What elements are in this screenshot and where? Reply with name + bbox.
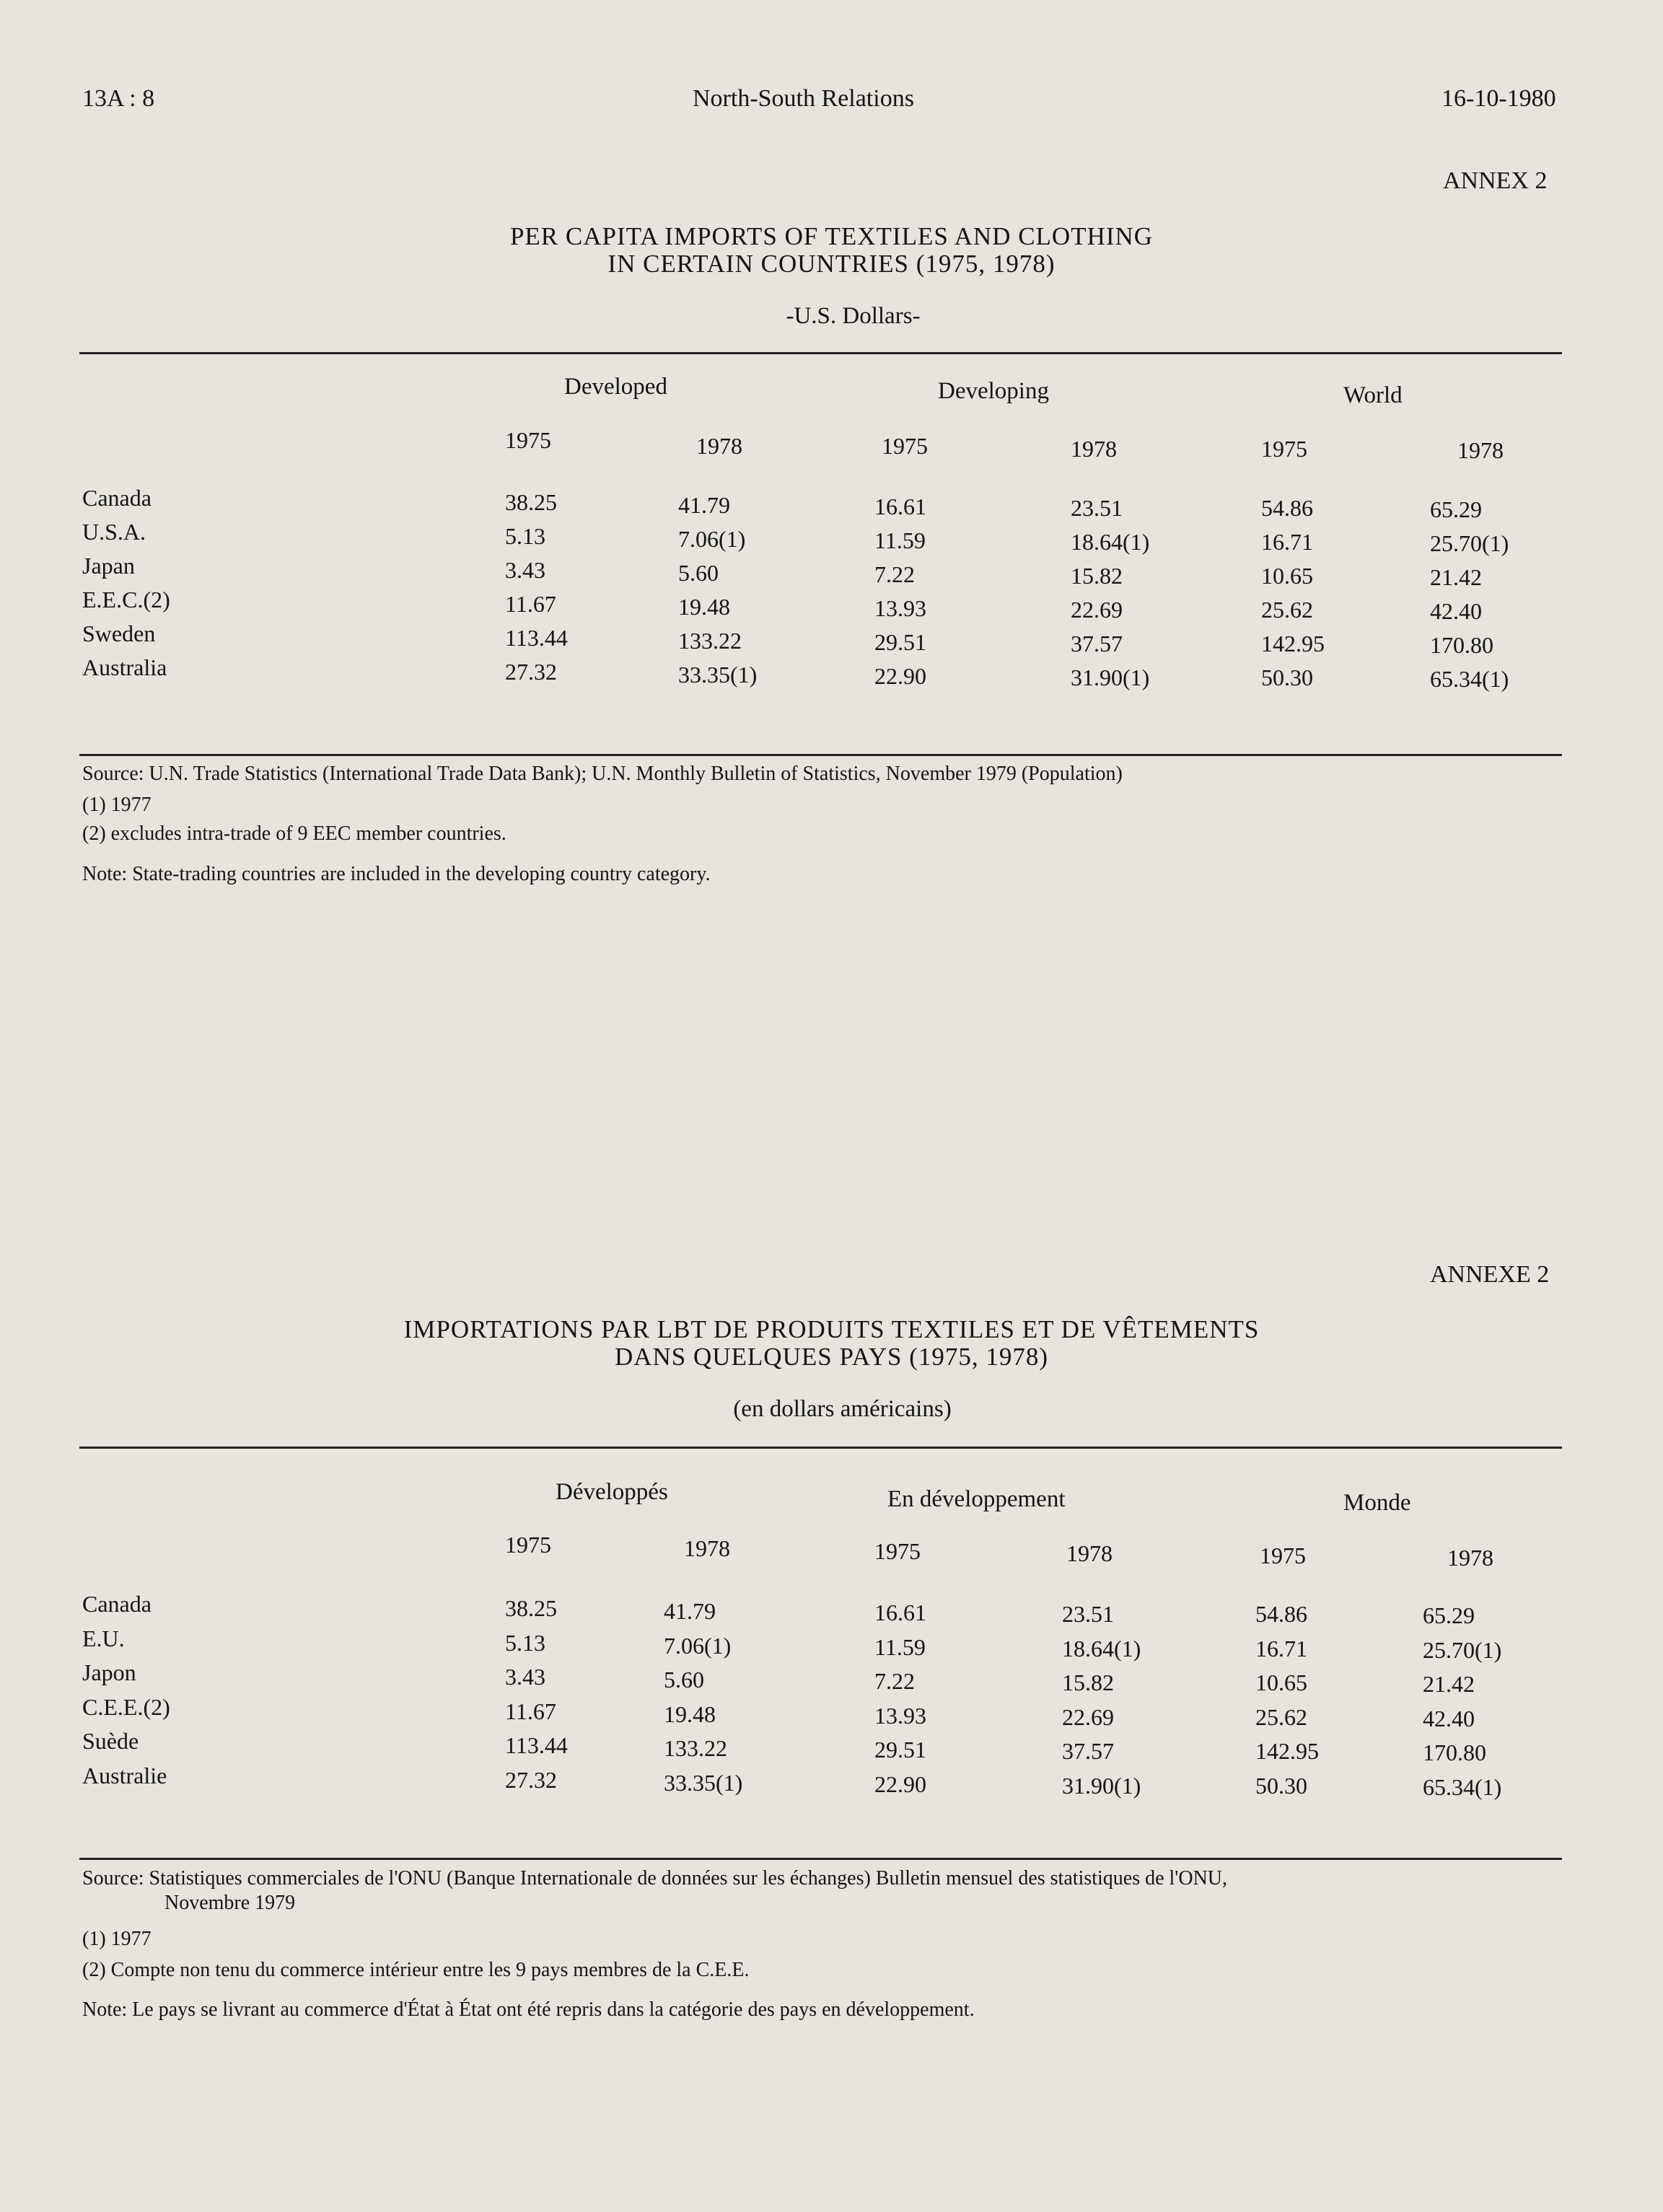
table-cell: 33.35(1) [678, 662, 758, 688]
table-cell: 18.64(1) [1071, 529, 1150, 555]
table-cell: 22.69 [1071, 597, 1123, 623]
table-cell: 41.79 [664, 1598, 716, 1624]
table-cell: 113.44 [505, 625, 568, 651]
table-cell: 38.25 [505, 489, 557, 515]
table-cell: 16.61 [874, 1599, 926, 1625]
table-cell: 33.35(1) [664, 1769, 743, 1796]
table-cell: 5.13 [505, 1629, 545, 1656]
table-fr-bottom-rule [79, 1858, 1562, 1860]
table-cell: 65.29 [1430, 496, 1482, 522]
table-cell: 25.70(1) [1430, 530, 1509, 556]
table-cell: 5.13 [505, 523, 545, 549]
annex-label: ANNEX 2 [1443, 167, 1548, 194]
table-cell: 10.65 [1261, 563, 1313, 589]
table-cell: 142.95 [1261, 631, 1325, 657]
table-cell: 27.32 [505, 1766, 557, 1793]
footnote-fr-2: (2) Compte non tenu du commerce intérieur entre les 9 pays membres de la C.E.E. [82, 1959, 750, 1981]
year-header: 1978 [1071, 436, 1117, 462]
year-header: 1978 [1447, 1545, 1493, 1571]
table-fr-top-rule [79, 1447, 1562, 1449]
table-cell: 22.69 [1062, 1703, 1114, 1730]
table-cell: 37.57 [1062, 1738, 1114, 1764]
table-cell: 10.65 [1255, 1669, 1307, 1695]
footnote-2: (2) excludes intra-trade of 9 EEC member countries. [82, 822, 506, 845]
table-cell: 11.59 [874, 1633, 926, 1660]
year-header: 1978 [1457, 437, 1504, 463]
table-cell: 54.86 [1255, 1601, 1307, 1627]
source-note-fr: Source: Statistiques commerciales de l'ONU (Banque Internationale de données sur les échanges) Bulletin mensuel des statistiques de l'ONU, [82, 1867, 1228, 1890]
year-header: 1978 [684, 1535, 730, 1561]
table-title-line2: IN CERTAIN COUNTRIES (1975, 1978) [607, 250, 1056, 278]
footnote-1: (1) 1977 [82, 794, 152, 816]
column-group-header: Monde [1343, 1490, 1411, 1516]
table-cell: 142.95 [1255, 1738, 1319, 1764]
table-cell: 5.60 [664, 1667, 704, 1693]
table-title-fr-line1: IMPORTATIONS PAR LBT DE PRODUITS TEXTILES ET DE VÊTEMENTS [403, 1315, 1260, 1343]
year-header: 1975 [1260, 1542, 1306, 1568]
country-label: Canada [82, 1591, 152, 1617]
table-cell: 113.44 [505, 1732, 568, 1758]
currency-note-fr: (en dollars américains) [733, 1396, 952, 1422]
table-cell: 21.42 [1430, 564, 1482, 590]
table-cell: 170.80 [1423, 1739, 1486, 1765]
country-label: Suède [82, 1728, 139, 1754]
table-cell: 19.48 [678, 594, 730, 620]
column-group-header: Développés [556, 1479, 668, 1505]
table-cell: 13.93 [874, 595, 926, 621]
table-cell: 16.61 [874, 493, 926, 519]
country-label: E.U. [82, 1625, 125, 1651]
table-top-rule [79, 352, 1562, 354]
table-cell: 25.70(1) [1423, 1636, 1502, 1663]
table-cell: 3.43 [505, 1664, 545, 1690]
page-number: 13A : 8 [82, 85, 155, 112]
column-group-header: Developing [938, 378, 1049, 404]
table-cell: 42.40 [1430, 598, 1482, 624]
table-cell: 11.67 [505, 1698, 556, 1724]
table-cell: 31.90(1) [1071, 664, 1150, 690]
table-cell: 22.90 [874, 1770, 926, 1797]
table-cell: 29.51 [874, 1737, 926, 1763]
table-cell: 133.22 [664, 1735, 727, 1761]
country-label: Japon [82, 1659, 136, 1685]
country-label: Japan [82, 553, 135, 579]
table-cell: 11.67 [505, 591, 556, 617]
country-label: Canada [82, 485, 152, 511]
year-header: 1978 [696, 433, 742, 459]
country-label: E.E.C.(2) [82, 587, 170, 613]
country-label: U.S.A. [82, 519, 146, 545]
table-cell: 15.82 [1062, 1669, 1114, 1695]
table-cell: 31.90(1) [1062, 1772, 1141, 1799]
year-header: 1975 [505, 427, 551, 453]
table-cell: 27.32 [505, 659, 557, 685]
table-cell: 25.62 [1255, 1703, 1307, 1730]
country-label: Australia [82, 654, 167, 680]
source-note: Source: U.N. Trade Statistics (International Trade Data Bank); U.N. Monthly Bulletin of Statistics, November 1979 (Population) [82, 763, 1123, 785]
column-group-header: Developed [564, 374, 667, 400]
table-cell: 16.71 [1255, 1635, 1307, 1662]
country-label: C.E.E.(2) [82, 1693, 170, 1720]
table-cell: 41.79 [678, 492, 730, 518]
page-date: 16-10-1980 [1442, 85, 1556, 112]
table-cell: 170.80 [1430, 632, 1493, 658]
table-cell: 37.57 [1071, 631, 1123, 657]
table-cell: 7.06(1) [664, 1632, 732, 1659]
table-cell: 13.93 [874, 1702, 926, 1729]
table-cell: 22.90 [874, 663, 926, 689]
source-note-fr-line2: Novembre 1979 [164, 1892, 296, 1914]
year-header: 1975 [505, 1532, 551, 1558]
table-cell: 50.30 [1261, 664, 1313, 690]
table-cell: 15.82 [1071, 563, 1123, 589]
country-label: Sweden [82, 620, 156, 646]
table-cell: 65.34(1) [1423, 1773, 1502, 1800]
annexe-label: ANNEXE 2 [1430, 1261, 1550, 1288]
country-label: Australie [82, 1762, 167, 1789]
table-cell: 65.34(1) [1430, 666, 1509, 692]
year-header: 1978 [1066, 1540, 1113, 1566]
table-cell: 54.86 [1261, 495, 1313, 521]
table-cell: 29.51 [874, 629, 926, 655]
table-cell: 7.06(1) [678, 526, 746, 552]
column-group-header: En développement [887, 1486, 1066, 1512]
table-cell: 65.29 [1423, 1602, 1475, 1628]
table-cell: 7.22 [874, 561, 915, 587]
table-cell: 18.64(1) [1062, 1635, 1141, 1662]
footnote-fr-1: (1) 1977 [82, 1928, 152, 1950]
table-cell: 21.42 [1423, 1671, 1475, 1697]
table-cell: 50.30 [1255, 1772, 1307, 1799]
table-note: Note: State-trading countries are included in the developing country category. [82, 863, 711, 885]
table-title-fr-line2: DANS QUELQUES PAYS (1975, 1978) [614, 1343, 1049, 1371]
table-cell: 19.48 [664, 1700, 716, 1727]
table-cell: 38.25 [505, 1595, 557, 1621]
table-cell: 133.22 [678, 628, 742, 654]
table-cell: 7.22 [874, 1668, 915, 1694]
table-title-line1: PER CAPITA IMPORTS OF TEXTILES AND CLOTHING [509, 222, 1154, 250]
year-header: 1975 [882, 433, 928, 459]
column-group-header: World [1343, 382, 1403, 408]
table-cell: 25.62 [1261, 597, 1313, 623]
table-cell: 23.51 [1071, 495, 1123, 521]
year-header: 1975 [874, 1538, 921, 1564]
table-cell: 23.51 [1062, 1601, 1114, 1627]
table-bottom-rule [79, 754, 1562, 756]
table-cell: 11.59 [874, 527, 926, 553]
year-header: 1975 [1261, 436, 1307, 462]
running-title: North-South Relations [693, 85, 914, 112]
currency-note: -U.S. Dollars- [786, 303, 921, 329]
table-cell: 3.43 [505, 557, 545, 583]
table-cell: 5.60 [678, 560, 719, 586]
table-cell: 42.40 [1423, 1705, 1475, 1732]
table-note-fr: Note: Le pays se livrant au commerce d'État à État ont été repris dans la catégorie des pays en développement. [82, 1998, 975, 2021]
table-cell: 16.71 [1261, 529, 1313, 555]
